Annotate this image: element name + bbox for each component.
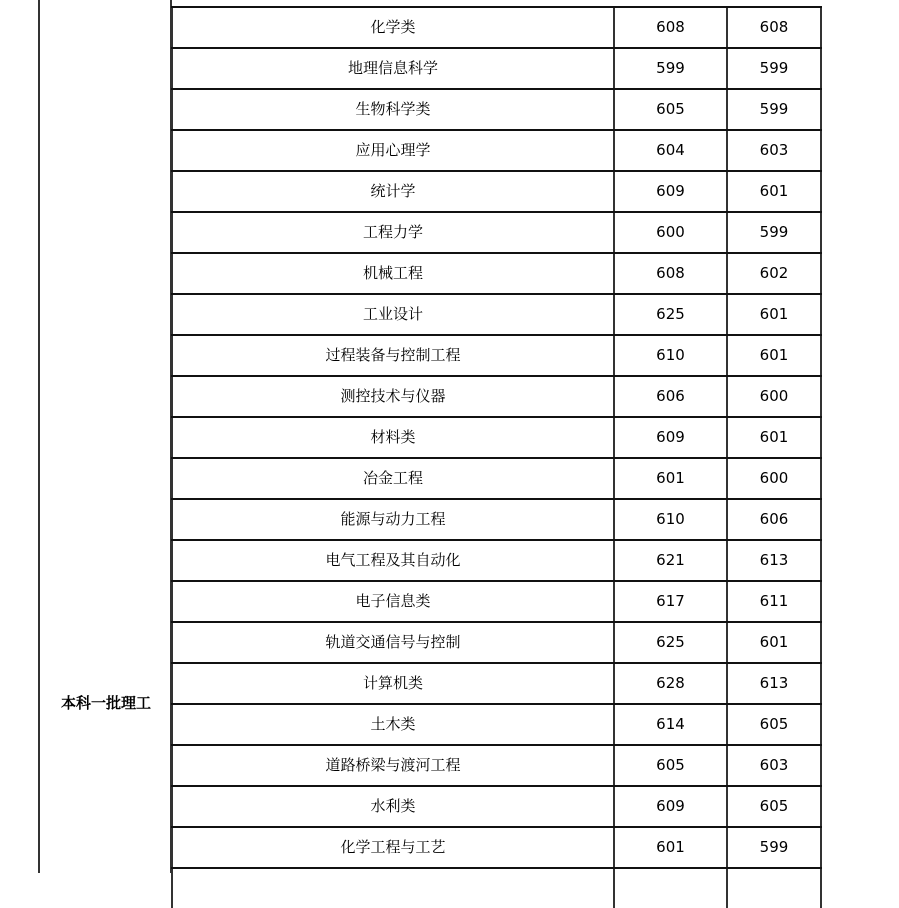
major-cell: 生物科学类 [171, 90, 613, 129]
major-cell: 能源与动力工程 [171, 500, 613, 539]
major-cell: 化学工程与工艺 [171, 828, 613, 867]
table-left-border [38, 0, 40, 873]
min-score-cell: 599 [726, 828, 822, 867]
max-score-cell: 609 [613, 787, 726, 826]
major-cell: 地理信息科学 [171, 49, 613, 88]
table-row [171, 129, 822, 170]
max-score-cell: 614 [613, 705, 726, 744]
max-score-cell: 625 [613, 295, 726, 334]
max-score-cell: 601 [613, 828, 726, 867]
min-score-cell: 608 [726, 8, 822, 47]
group-label: 本科一批理工 [60, 694, 151, 712]
major-cell: 工业设计 [171, 295, 613, 334]
min-score-cell: 611 [726, 582, 822, 621]
major-cell: 测控技术与仪器 [171, 377, 613, 416]
table-row [171, 416, 822, 457]
table-row [171, 498, 822, 539]
max-score-cell: 606 [613, 377, 726, 416]
table-row [171, 375, 822, 416]
major-cell: 工程力学 [171, 213, 613, 252]
min-score-cell [726, 869, 822, 908]
major-cell: 冶金工程 [171, 459, 613, 498]
max-score-cell: 600 [613, 213, 726, 252]
table-row [171, 6, 822, 47]
max-score-cell: 608 [613, 254, 726, 293]
max-score-cell: 608 [613, 8, 726, 47]
major-cell: 电气工程及其自动化 [171, 541, 613, 580]
min-score-cell: 599 [726, 49, 822, 88]
min-score-cell: 599 [726, 90, 822, 129]
max-score-cell: 609 [613, 172, 726, 211]
table-row [171, 826, 822, 867]
min-score-cell: 613 [726, 541, 822, 580]
min-score-cell: 600 [726, 377, 822, 416]
table-row [171, 293, 822, 334]
min-score-cell: 599 [726, 213, 822, 252]
major-cell: 土木类 [171, 705, 613, 744]
major-cell: 电子信息类 [171, 582, 613, 621]
max-score-cell: 605 [613, 90, 726, 129]
table-row [171, 457, 822, 498]
max-score-cell: 610 [613, 500, 726, 539]
max-score-cell: 599 [613, 49, 726, 88]
max-score-cell: 609 [613, 418, 726, 457]
major-cell: 计算机类 [171, 664, 613, 703]
major-cell: 道路桥梁与渡河工程 [171, 746, 613, 785]
min-score-cell: 601 [726, 336, 822, 375]
major-cell: 轨道交通信号与控制 [171, 623, 613, 662]
max-score-cell: 601 [613, 459, 726, 498]
max-score-cell: 628 [613, 664, 726, 703]
table-row [171, 252, 822, 293]
max-score-cell: 621 [613, 541, 726, 580]
min-score-cell: 601 [726, 623, 822, 662]
max-score-cell: 604 [613, 131, 726, 170]
major-cell: 水利类 [171, 787, 613, 826]
table-row [171, 621, 822, 662]
min-score-cell: 605 [726, 705, 822, 744]
max-score-cell: 617 [613, 582, 726, 621]
max-score-cell: 610 [613, 336, 726, 375]
max-score-cell: 605 [613, 746, 726, 785]
major-cell: 统计学 [171, 172, 613, 211]
major-cell: 应用心理学 [171, 131, 613, 170]
table-row [171, 211, 822, 252]
max-score-cell [613, 869, 726, 908]
table-row [171, 47, 822, 88]
min-score-cell: 605 [726, 787, 822, 826]
max-score-cell: 625 [613, 623, 726, 662]
min-score-cell: 601 [726, 418, 822, 457]
min-score-cell: 600 [726, 459, 822, 498]
min-score-cell: 601 [726, 172, 822, 211]
table-row [171, 867, 822, 908]
major-cell [171, 869, 613, 908]
table-row [171, 170, 822, 211]
min-score-cell: 601 [726, 295, 822, 334]
table-row [171, 662, 822, 703]
table-row [171, 88, 822, 129]
table-row [171, 703, 822, 744]
table-row [171, 744, 822, 785]
table-row [171, 539, 822, 580]
table-row [171, 334, 822, 375]
table-row [171, 785, 822, 826]
min-score-cell: 613 [726, 664, 822, 703]
major-cell: 过程装备与控制工程 [171, 336, 613, 375]
min-score-cell: 606 [726, 500, 822, 539]
min-score-cell: 603 [726, 131, 822, 170]
table-row [171, 580, 822, 621]
major-cell: 机械工程 [171, 254, 613, 293]
major-cell: 材料类 [171, 418, 613, 457]
min-score-cell: 603 [726, 746, 822, 785]
min-score-cell: 602 [726, 254, 822, 293]
major-cell: 化学类 [171, 8, 613, 47]
